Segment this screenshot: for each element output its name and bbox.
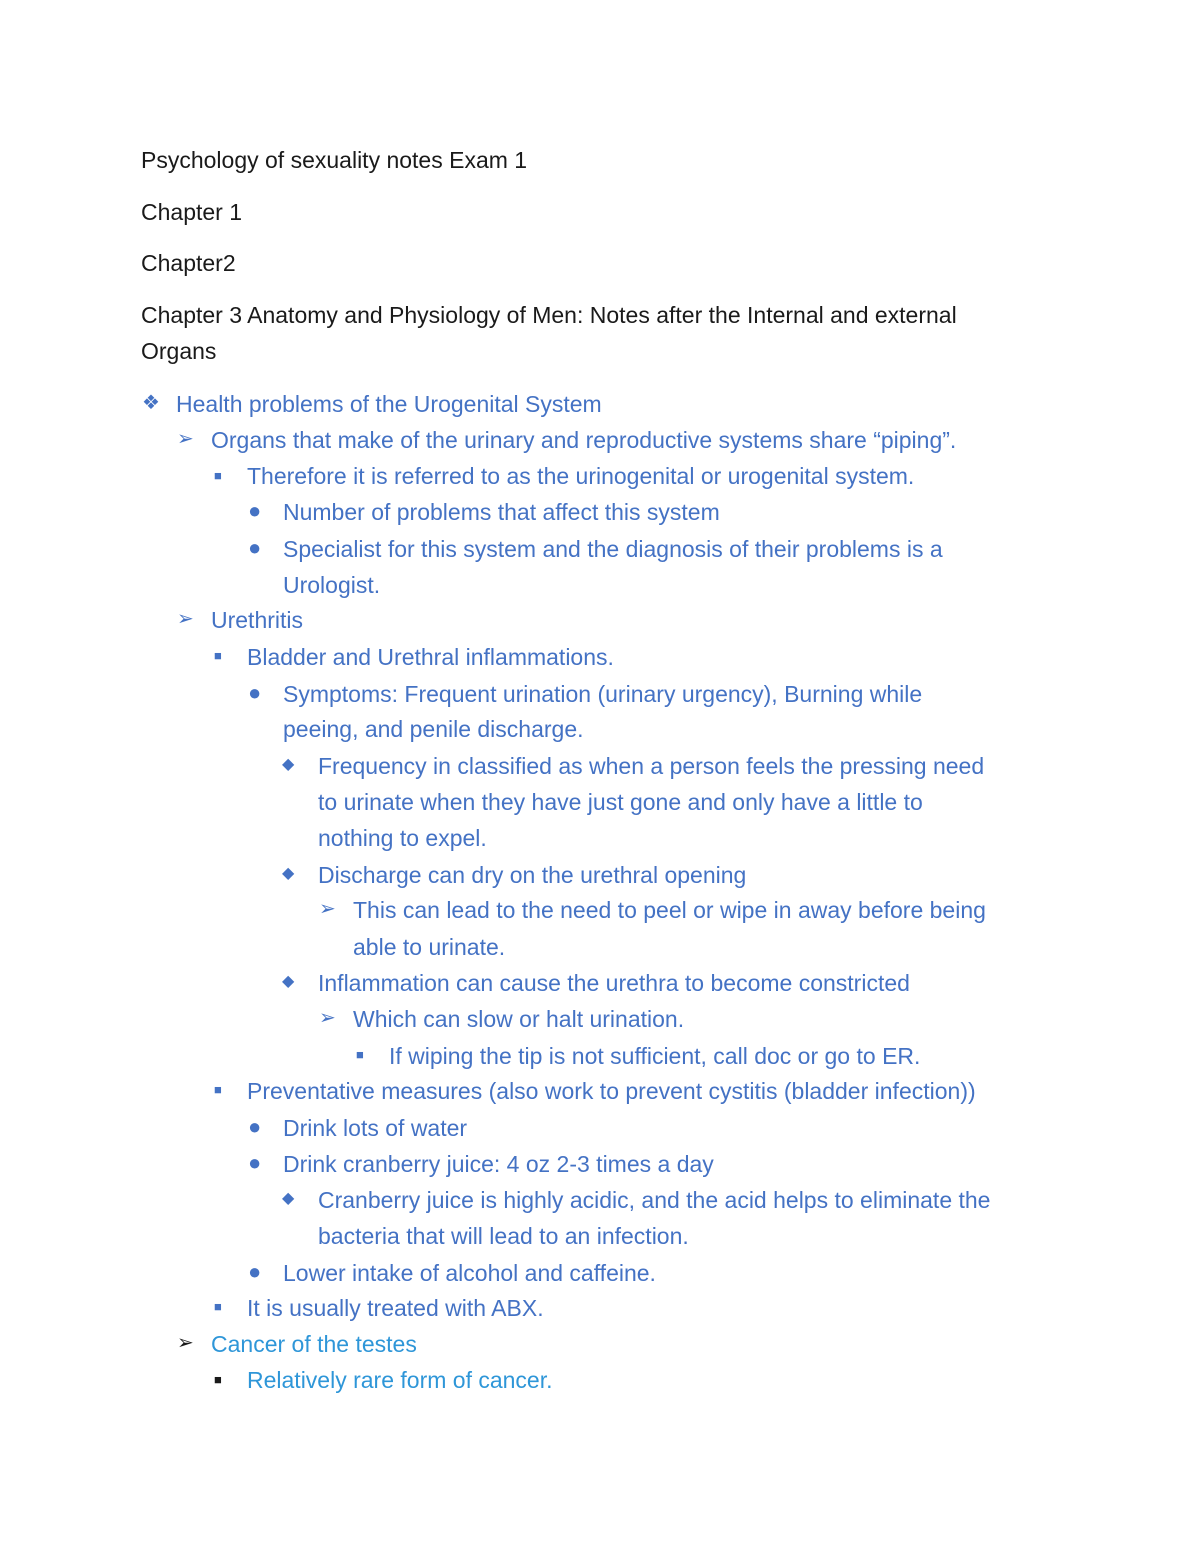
square-bullet-icon: ■ [356, 1047, 364, 1062]
outline-l6-peel-line1: This can lead to the need to peel or wipe in away before being [353, 897, 986, 923]
chapter-1-heading: Chapter 1 [141, 199, 243, 225]
fancy-diamond-bullet-icon: ❖ [142, 392, 160, 414]
chapter-3-heading-line2: Organs [141, 338, 217, 364]
outline-l4-water: Drink lots of water [283, 1115, 468, 1141]
outline-l2-cancer: Cancer of the testes [211, 1331, 417, 1357]
arrow-bullet-icon: ➢ [177, 608, 194, 630]
outline-l3-abx: It is usually treated with ABX. [247, 1295, 544, 1321]
square-bullet-icon: ■ [214, 1082, 222, 1097]
arrow-bullet-icon: ➢ [319, 1007, 336, 1029]
diamond-bullet-icon: ◆ [282, 865, 295, 882]
chapter-2-heading: Chapter2 [141, 250, 236, 276]
outline-l3-bladder: Bladder and Urethral inflammations. [247, 644, 614, 670]
dot-bullet-icon: ● [248, 1259, 262, 1284]
dot-bullet-icon: ● [248, 535, 262, 560]
arrow-bullet-icon: ➢ [319, 898, 336, 920]
outline-l3-rare: Relatively rare form of cancer. [247, 1367, 553, 1393]
outline-l6-slow-halt: Which can slow or halt urination. [353, 1006, 685, 1032]
outline-l5-acidic-line2: bacteria that will lead to an infection. [318, 1223, 689, 1249]
outline-l5-frequency-line1: Frequency in classified as when a person feels the pressing need [318, 753, 985, 779]
outline-l4-symptoms-line1: Symptoms: Frequent urination (urinary urgency), Burning while [283, 681, 923, 707]
outline-l2-urethritis: Urethritis [211, 607, 304, 633]
diamond-bullet-icon: ◆ [282, 1190, 295, 1207]
square-bullet-icon: ■ [214, 648, 222, 663]
outline-l2-organs: Organs that make of the urinary and reproductive systems share “piping”. [211, 427, 957, 453]
diamond-bullet-icon: ◆ [282, 756, 295, 773]
arrow-bullet-icon: ➢ [177, 1332, 194, 1354]
outline-l1-health-problems: Health problems of the Urogenital System [176, 391, 602, 417]
outline-l4-alcohol: Lower intake of alcohol and caffeine. [283, 1260, 656, 1286]
outline-l4-number-problems: Number of problems that affect this system [283, 499, 720, 525]
outline-l6-peel-line2: able to urinate. [353, 934, 506, 960]
outline-l5-discharge: Discharge can dry on the urethral opening [318, 862, 747, 888]
outline-l4-specialist-line1: Specialist for this system and the diagnosis of their problems is a [283, 536, 943, 562]
outline-l4-symptoms-line2: peeing, and penile discharge. [283, 716, 584, 742]
outline-l5-acidic-line1: Cranberry juice is highly acidic, and the acid helps to eliminate the [318, 1187, 991, 1213]
square-bullet-icon: ■ [214, 1299, 222, 1314]
outline-l7-wiping: If wiping the tip is not sufficient, call doc or go to ER. [389, 1043, 921, 1069]
outline-l5-frequency-line2: to urinate when they have just gone and only have a little to [318, 789, 923, 815]
outline-l3-therefore: Therefore it is referred to as the urinogenital or urogenital system. [247, 463, 915, 489]
diamond-bullet-icon: ◆ [282, 973, 295, 990]
outline-l4-specialist-line2: Urologist. [283, 572, 381, 598]
dot-bullet-icon: ● [248, 680, 262, 705]
doc-title: Psychology of sexuality notes Exam 1 [141, 147, 528, 173]
dot-bullet-icon: ● [248, 1150, 262, 1175]
arrow-bullet-icon: ➢ [177, 428, 194, 450]
outline-l5-frequency-line3: nothing to expel. [318, 825, 487, 851]
dot-bullet-icon: ● [248, 1114, 262, 1139]
outline-l4-cranberry: Drink cranberry juice: 4 oz 2-3 times a day [283, 1151, 714, 1177]
outline-l5-inflammation: Inflammation can cause the urethra to become constricted [318, 970, 910, 996]
dot-bullet-icon: ● [248, 498, 262, 523]
chapter-3-heading-line1: Chapter 3 Anatomy and Physiology of Men: Notes after the Internal and external [141, 302, 957, 328]
square-bullet-icon: ■ [214, 1372, 222, 1387]
square-bullet-icon: ■ [214, 468, 222, 483]
outline-l3-preventative: Preventative measures (also work to prevent cystitis (bladder infection)) [247, 1078, 976, 1104]
